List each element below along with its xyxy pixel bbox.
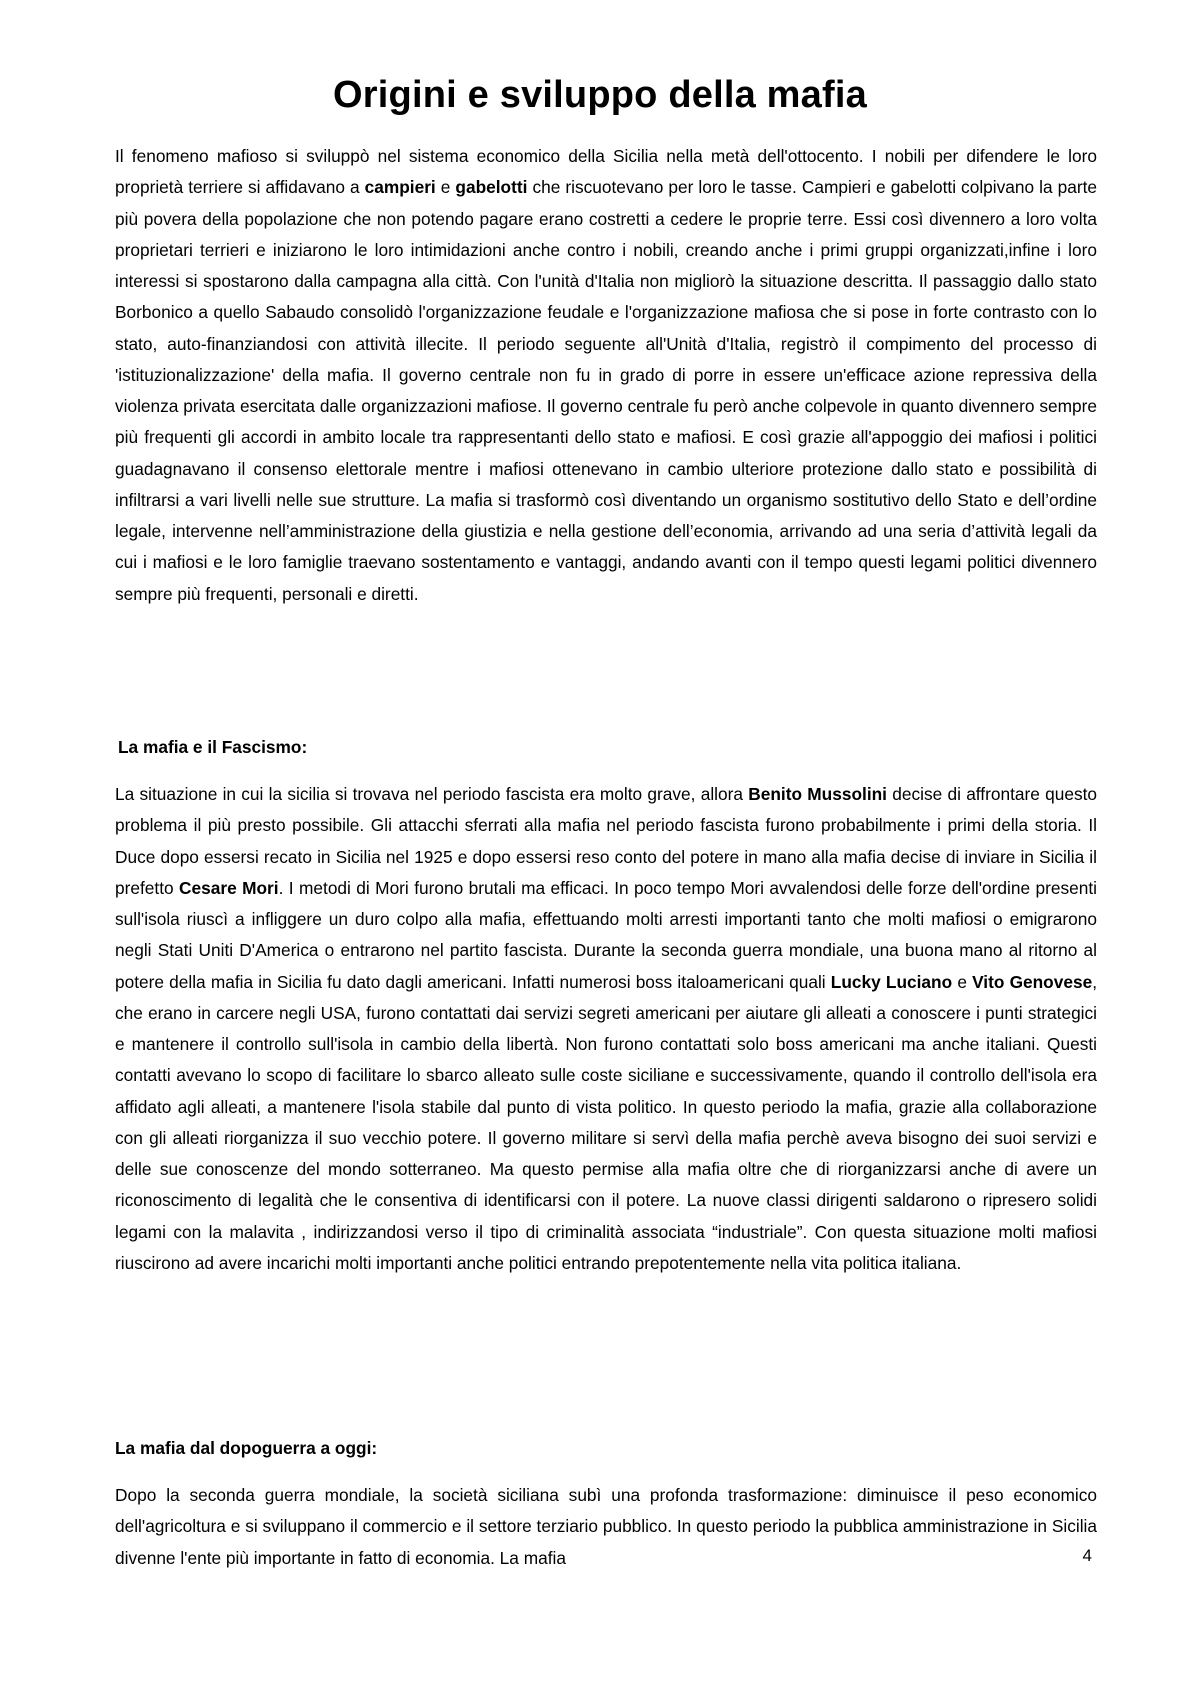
page-title: Origini e sviluppo della mafia bbox=[333, 74, 867, 116]
text-run: e bbox=[435, 177, 456, 198]
paragraph-fascism bbox=[115, 779, 1097, 1279]
text-run: Il fenomeno mafioso si sviluppò nel sistema economico della Sicilia nella metà dell'ottocento. I nobili per difendere le loro proprietà terriere si affidavano a bbox=[115, 146, 1097, 198]
bold-term: Vito Genovese bbox=[972, 971, 1093, 992]
bold-term: Lucky Luciano bbox=[830, 971, 953, 992]
text-run: , che erano in carcere negli USA, furono contattati dai servizi segreti americani per aiutare gli alleati a conoscere i punti strategici e mantenere il controllo sull'isola in cambio della libertà. Non furono contattati solo boss americani ma anche italiani. Questi contatti avevano lo scopo di facilitare lo sbarco alleato sulle coste siciliane e successivamente, quando il controllo dell'isola era affidato agli alleati, a mantenere l'isola stabile dal punto di vista politico. In questo periodo la mafia, grazie alla collaborazione con gli alleati riorganizza il suo vecchio potere. Il governo militare si servì della mafia perchè aveva bisogno dei suoi servizi e delle sue conoscenze del mondo sotterraneo. Ma questo permise alla mafia oltre che di riorganizzarsi anche di avere un riconoscimento di legalità che le consentiva di identificarsi con il potere. La nuove classi dirigenti saldarono o ripresero solidi legami con la malavita , indirizzandosi verso il tipo di criminalità associata “industriale”. Con questa situazione molti mafiosi riuscirono ad avere incarichi molti importanti anche politici entrando prepotentemente nella vita politica italiana. bbox=[115, 971, 1097, 1273]
text-run: . I metodi di Mori furono brutali ma efficaci. In poco tempo Mori avvalendosi delle forze dell'ordine presenti sull'isola riuscì a infliggere un duro colpo alla mafia, effettuando molti arresti importanti tanto che molti mafiosi o emigrarono negli Stati Uniti D'America o entrarono nel partito fascista. Durante la seconda guerra mondiale, una buona mano al ritorno al potere della mafia in Sicilia fu dato dagli americani. Infatti numerosi boss italoamericani quali bbox=[115, 877, 1097, 992]
text-run: Dopo la seconda guerra mondiale, la società siciliana subì una profonda trasformazione: diminuisce il peso economico dell'agricoltura e si sviluppano il commercio e il settore terziario pubblico. In questo periodo la pubblica amministrazione in Sicilia divenne l'ente più importante in fatto di economia. La mafia bbox=[115, 1485, 1097, 1568]
bold-term: Cesare Mori bbox=[179, 877, 279, 898]
text-run: La situazione in cui la sicilia si trovava nel periodo fascista era molto grave, allora bbox=[115, 784, 749, 804]
bold-term: campieri bbox=[364, 177, 436, 198]
section-heading-fascism: La mafia e il Fascismo: bbox=[118, 737, 308, 757]
text-run: e bbox=[952, 971, 973, 992]
bold-term: gabelotti bbox=[455, 177, 528, 198]
paragraph-origins bbox=[115, 141, 1097, 610]
paragraph-postwar bbox=[115, 1480, 1097, 1574]
text-run: che riscuotevano per loro le tasse. Campieri e gabelotti colpivano la parte più povera della popolazione che non potendo pagare erano costretti a cedere le proprie terre. Essi così divennero a loro volta proprietari terrieri e iniziarono le loro intimidazioni anche contro i nobili, creando anche i primi gruppi organizzati,infine i loro interessi si spostarono dalla campagna alla città. Con l'unità d'Italia non migliorò la situazione descritta. Il passaggio dallo stato Borbonico a quello Sabaudo consolidò l'organizzazione feudale e l'organizzazione mafiosa che si pose in forte contrasto con lo stato, auto-finanziandosi con attività illecite. Il periodo seguente all'Unità d'Italia, registrò il compimento del processo di 'istituzionalizzazione' della mafia. Il governo centrale non fu in grado di porre in essere un'efficace azione repressiva della violenza privata esercitata dalle organizzazioni mafiose. Il governo centrale fu però anche colpevole in quanto divennero sempre più frequenti gli accordi in ambito locale tra rappresentanti dello stato e mafiosi. E così grazie all'appoggio dei mafiosi i politici guadagnavano il consenso elettorale mentre i mafiosi ottenevano in cambio ulteriore protezione dallo stato e possibilità di infiltrarsi a vari livelli nelle sue strutture. La mafia si trasformò così diventando un organismo sostitutivo dello Stato e dell’ordine legale, intervenne nell’amministrazione della giustizia e nella gestione dell’economia, arrivando ad una seria d’attività legali da cui i mafiosi e le loro famiglie traevano sostentamento e vantaggi, andando avanti con il tempo questi legami politici divennero sempre più frequenti, personali e diretti. bbox=[115, 177, 1097, 604]
page-number: 4 bbox=[1082, 1546, 1092, 1565]
section-heading-postwar: La mafia dal dopoguerra a oggi: bbox=[115, 1438, 378, 1458]
bold-term: Benito Mussolini bbox=[748, 784, 887, 804]
text-run: decise di affrontare questo problema il più presto possibile. Gli attacchi sferrati alla mafia nel periodo fascista furono probabilmente i primi della storia. Il Duce dopo essersi recato in Sicilia nel 1925 e dopo essersi reso conto del potere in mano alla mafia decise di inviare in Sicilia il prefetto bbox=[115, 784, 1097, 898]
